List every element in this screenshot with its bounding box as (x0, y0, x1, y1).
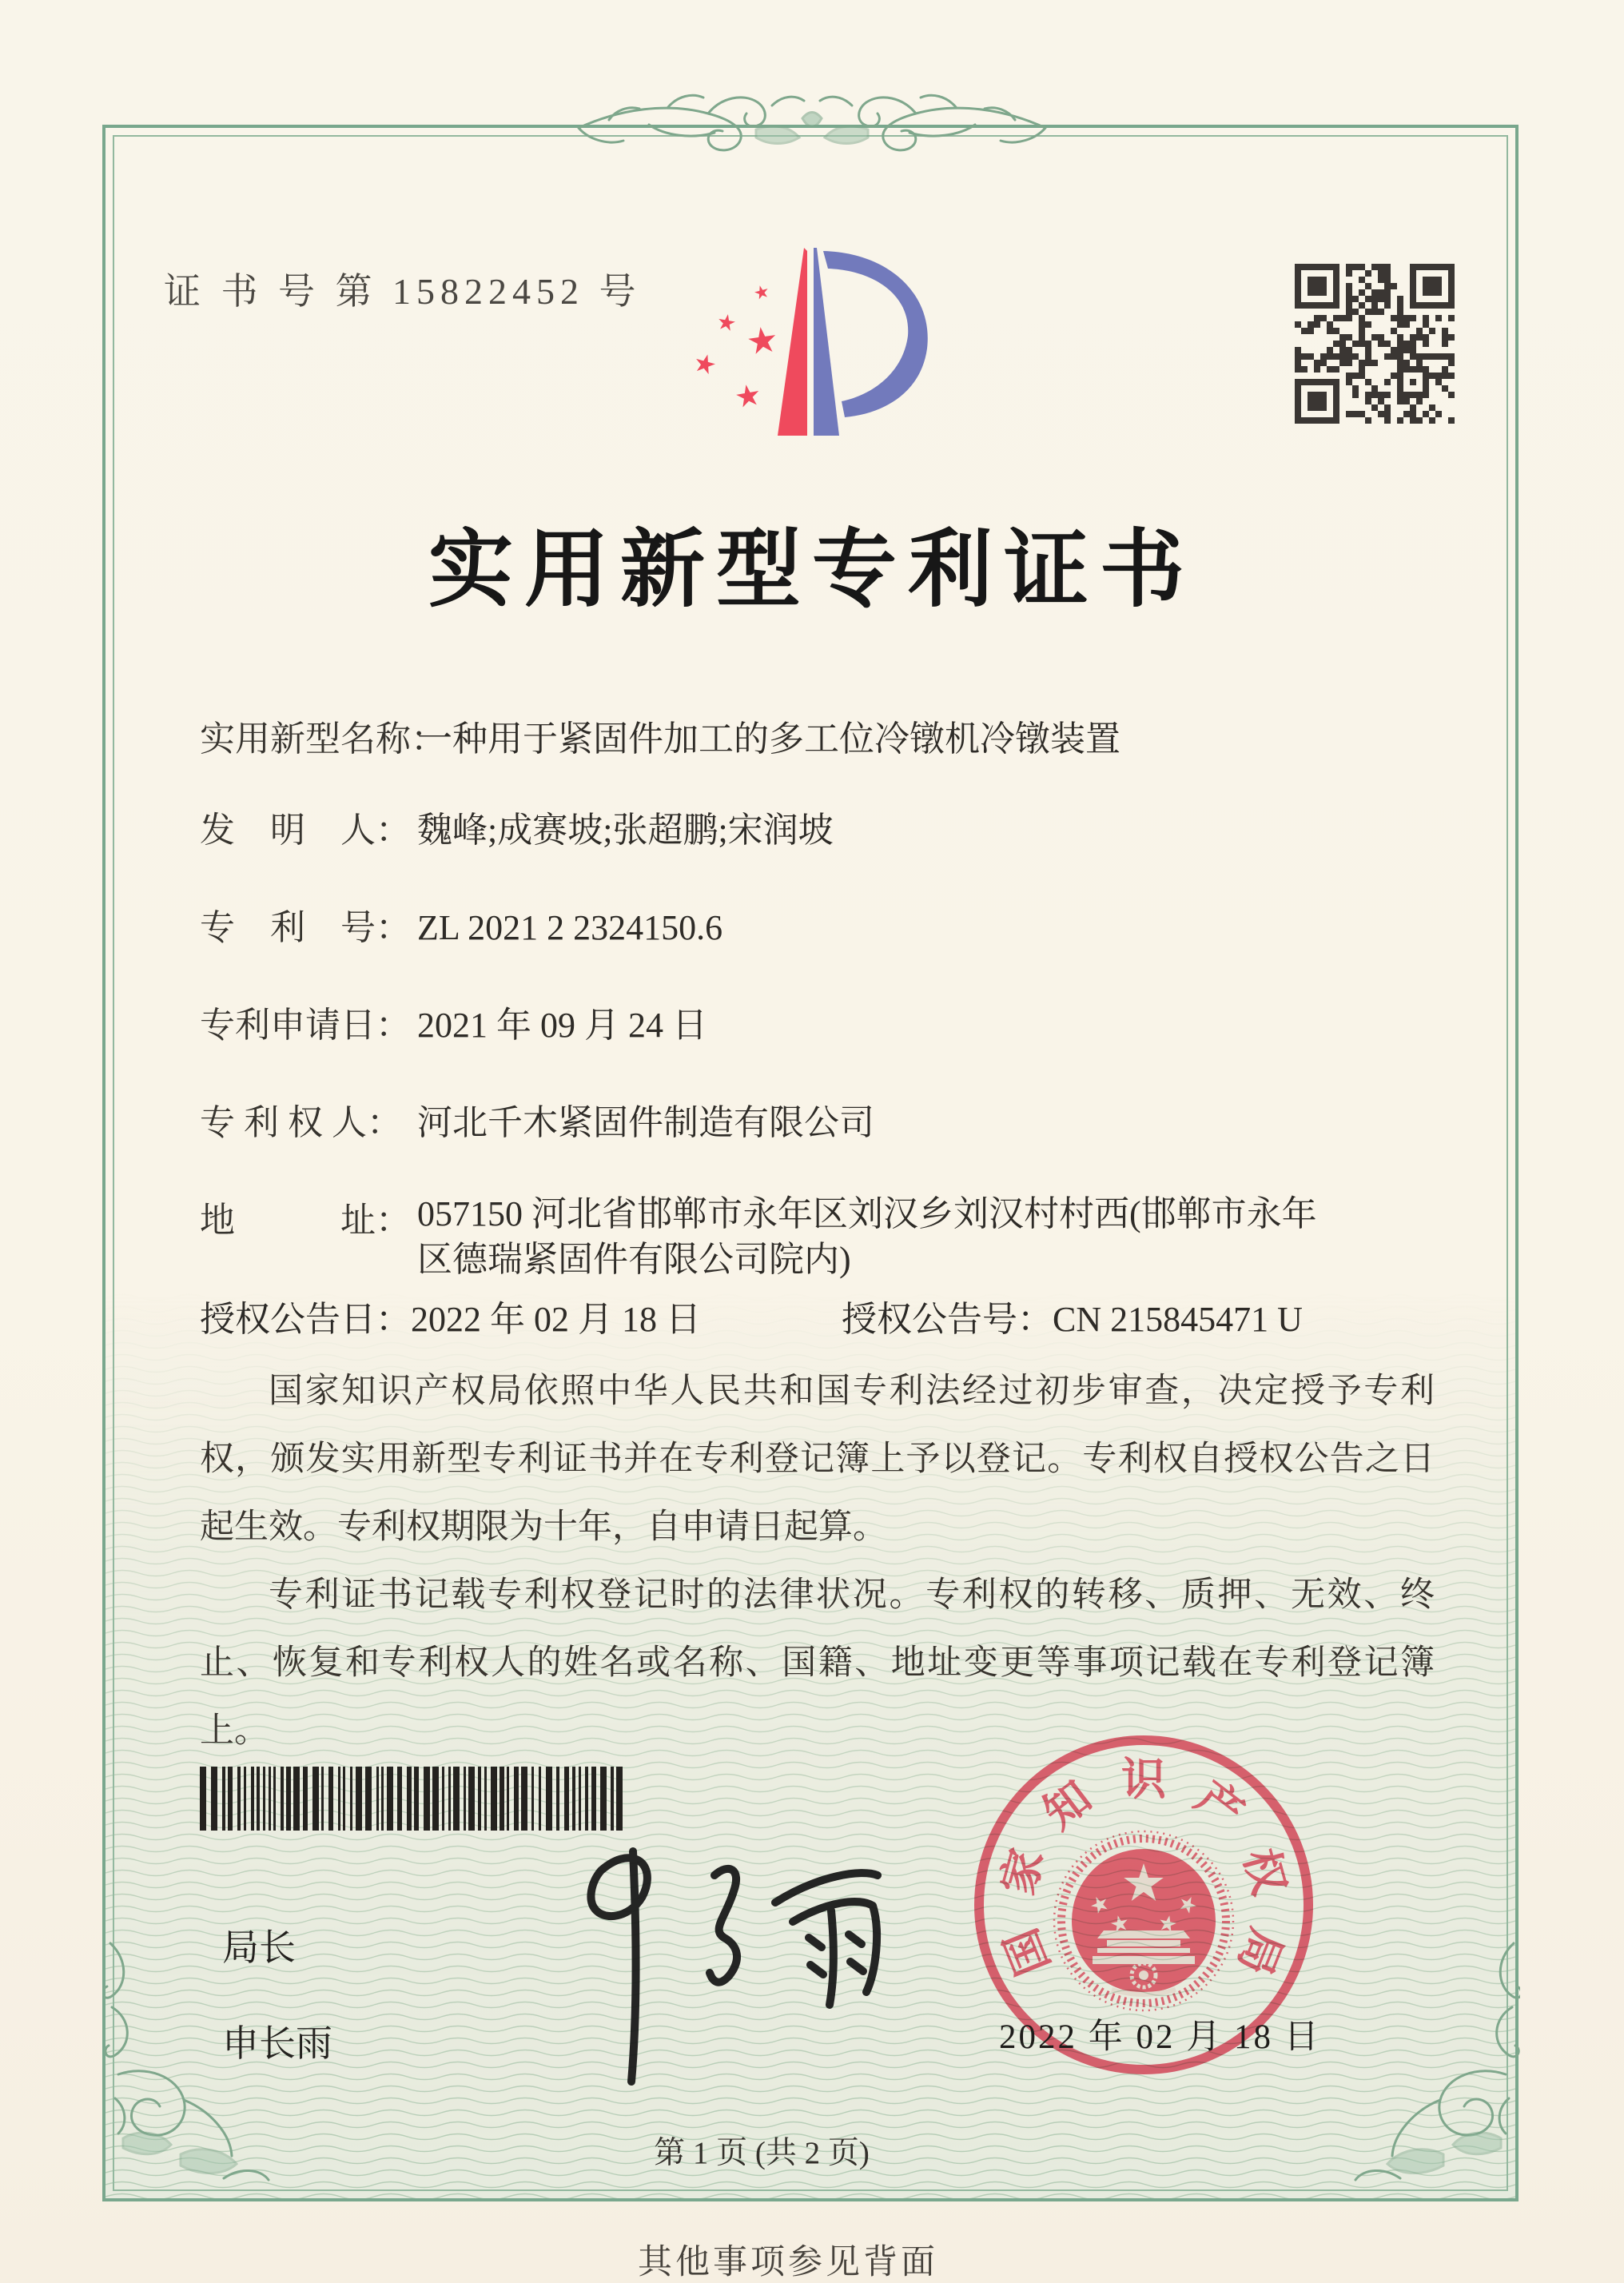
field-label: 实用新型名称： (200, 719, 446, 759)
field-label: 发 明 人： (200, 811, 411, 850)
field-label: 授权公告日： (200, 1300, 411, 1339)
svg-text:国: 国 (997, 1921, 1060, 1982)
field-filing-date (200, 996, 707, 1047)
field-value: 057150 河北省邯郸市永年区刘汉乡刘汉村村西(邯郸市永年区德瑞紧固件有限公司院内) (417, 1194, 1317, 1279)
commissioner-title: 局长 (222, 1927, 296, 1968)
commissioner-name: 申长雨 (222, 2023, 332, 2064)
svg-text:家: 家 (993, 1843, 1053, 1900)
qr-code (1295, 264, 1458, 427)
svg-text:局: 局 (1228, 1921, 1291, 1982)
svg-text:权: 权 (1234, 1843, 1294, 1900)
field-utility-model-name (200, 710, 1120, 761)
field-inventors (200, 801, 834, 852)
field-label: 专 利 号： (200, 908, 411, 947)
page-number: 第 1 页 (共 2 页) (654, 2136, 870, 2170)
field-label: 地 址： (200, 1201, 411, 1240)
field-grant-number (842, 1290, 1303, 1341)
statutory-paragraph: 专利证书记载专利权登记时的法律状况。专利权的转移、质押、无效、终止、恢复和专利权人的姓名或名称、国籍、地址变更等事项记载在专利登记簿上。 (200, 1576, 1435, 1750)
field-address (200, 1191, 1320, 1282)
svg-text:识: 识 (1121, 1755, 1166, 1805)
field-value: 一种用于紧固件加工的多工位冷镦机冷镦装置 (417, 719, 1120, 759)
back-note: 其他事项参见背面 (638, 2244, 938, 2281)
seal-date: 2022 年 02 月 18 日 (999, 2018, 1321, 2056)
certificate-title: 实用新型专利证书 (428, 524, 1196, 617)
field-label: 专利申请日： (200, 1006, 411, 1045)
field-label: 专 利 权 人： (200, 1103, 402, 1142)
field-label: 授权公告号： (842, 1300, 1053, 1339)
field-value: ZL 2021 2 2324150.6 (417, 908, 723, 947)
field-patentee (200, 1094, 874, 1145)
svg-text:知: 知 (1035, 1772, 1101, 1839)
svg-text:产: 产 (1186, 1772, 1252, 1839)
field-value: CN 215845471 U (1053, 1300, 1303, 1339)
field-grant-row (200, 1290, 1303, 1341)
statutory-paragraph: 国家知识产权局依照中华人民共和国专利法经过初步审查，决定授予专利权，颁发实用新型专利证书并在专利登记簿上予以登记。专利权自授权公告之日起生效。专利权期限为十年，自申请日起算。 (200, 1373, 1435, 1546)
handwritten-signature (444, 1824, 892, 2104)
cnipa-patent-logo-icon (681, 238, 938, 440)
barcode (200, 1767, 631, 1831)
field-value: 2021 年 09 月 24 日 (417, 1006, 707, 1045)
field-value: 魏峰;成赛坡;张超鹏;宋润坡 (417, 811, 834, 850)
field-patent-number (200, 898, 722, 950)
field-value: 2022 年 02 月 18 日 (411, 1300, 701, 1339)
certificate-serial: 证 书 号 第 15822452 号 (164, 271, 642, 312)
statutory-text (200, 1357, 1435, 1765)
field-value: 河北千木紧固件制造有限公司 (417, 1103, 874, 1142)
dragon-ornament-icon (572, 78, 1052, 174)
